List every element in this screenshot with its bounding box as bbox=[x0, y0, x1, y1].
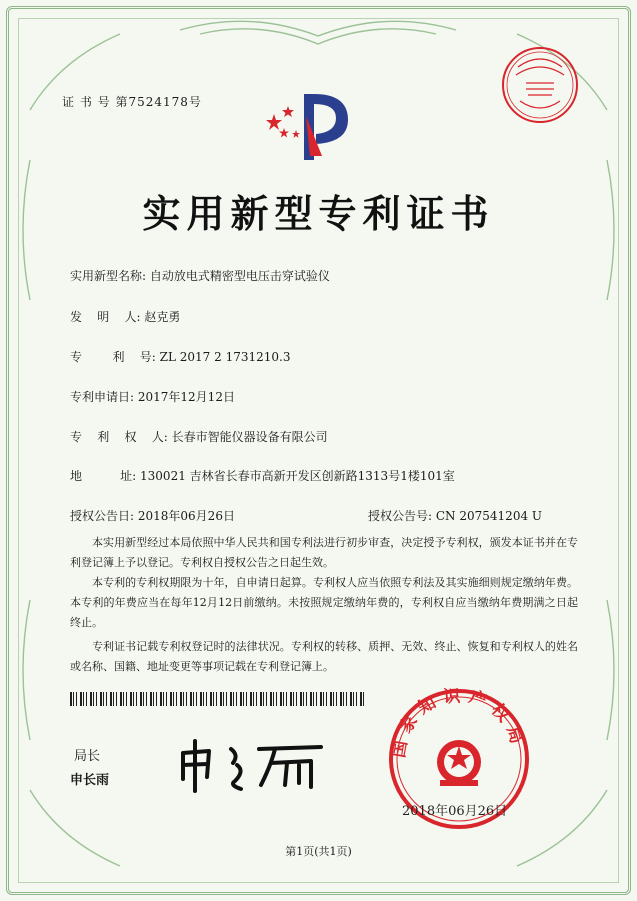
field-label: 专利申请日: bbox=[70, 390, 135, 404]
field-label: 地 址: bbox=[70, 469, 137, 483]
barcode-bar bbox=[116, 692, 117, 706]
barcode-bar bbox=[113, 692, 114, 706]
barcode-bar bbox=[180, 692, 182, 706]
barcode-bar bbox=[330, 692, 332, 706]
barcode-bar bbox=[133, 692, 134, 706]
field-utility-model-name bbox=[70, 267, 330, 284]
barcode-bar bbox=[286, 692, 287, 706]
body-paragraph: 本实用新型经过本局依照中华人民共和国专利法进行初步审查，决定授予专利权，颁发本证书并在专利登记簿上予以登记。专利权自授权公告之日起生效。 bbox=[70, 536, 578, 569]
field-address bbox=[70, 467, 455, 484]
barcode-bar bbox=[186, 692, 187, 706]
barcode-bar bbox=[83, 692, 84, 706]
barcode-bar bbox=[173, 692, 174, 706]
barcode-bar bbox=[253, 692, 254, 706]
barcode-bar bbox=[160, 692, 162, 706]
barcode-bar bbox=[146, 692, 147, 706]
barcode-bar bbox=[163, 692, 164, 706]
barcode-bar bbox=[280, 692, 282, 706]
barcode-bar bbox=[183, 692, 184, 706]
barcode-bar bbox=[263, 692, 264, 706]
barcode-bar bbox=[270, 692, 272, 706]
barcode-bar bbox=[340, 692, 342, 706]
barcode-bar bbox=[223, 692, 224, 706]
barcode-bar bbox=[170, 692, 172, 706]
field-label: 实用新型名称: bbox=[70, 269, 147, 283]
seal-date: 2018年06月26日 bbox=[402, 804, 508, 819]
barcode-bar bbox=[190, 692, 192, 706]
barcode-bar bbox=[140, 692, 142, 706]
barcode-bar bbox=[233, 692, 234, 706]
barcode-bar bbox=[250, 692, 252, 706]
barcode-bar bbox=[283, 692, 284, 706]
barcode-bar bbox=[353, 692, 354, 706]
barcode-bar bbox=[256, 692, 257, 706]
barcode-bar bbox=[206, 692, 207, 706]
barcode-bar bbox=[230, 692, 232, 706]
barcode-bar bbox=[150, 692, 152, 706]
tax-stamp-seal bbox=[500, 45, 580, 125]
field-value: ZL 2017 2 1731210.3 bbox=[159, 350, 291, 364]
barcode-bar bbox=[166, 692, 167, 706]
barcode-bar bbox=[100, 692, 102, 706]
barcode-bar bbox=[303, 692, 304, 706]
page-footer: 第1页(共1页) bbox=[285, 845, 352, 858]
barcode-bar bbox=[120, 692, 122, 706]
barcode-bar bbox=[290, 692, 292, 706]
barcode-bar bbox=[86, 692, 87, 706]
barcode-bar bbox=[246, 692, 247, 706]
field-value: CN 207541204 U bbox=[435, 509, 543, 523]
barcode-bar bbox=[176, 692, 177, 706]
barcode-bar bbox=[70, 692, 72, 706]
barcode-bar bbox=[236, 692, 237, 706]
barcode-bar bbox=[333, 692, 334, 706]
field-grant-announcement-date bbox=[70, 507, 235, 524]
barcode-bar bbox=[276, 692, 277, 706]
barcode-bar bbox=[123, 692, 124, 706]
barcode-bar bbox=[203, 692, 204, 706]
barcode bbox=[70, 692, 370, 706]
barcode-bar bbox=[313, 692, 314, 706]
body-paragraph: 专利证书记载专利权登记时的法律状况。专利权的转移、质押、无效、终止、恢复和专利权人的姓名或名称、国籍、地址变更等事项记载在专利登记簿上。 bbox=[70, 640, 578, 673]
field-value: 赵克勇 bbox=[144, 310, 181, 324]
barcode-bar bbox=[153, 692, 154, 706]
field-label: 专 利 号: bbox=[70, 350, 156, 364]
body-paragraph: 本专利的专利权期限为十年，自申请日起算。专利权人应当依照专利法及其实施细则规定缴纳年费。本专利的年费应当在每年12月12日前缴纳。未按照规定缴纳年费的，专利权自应当缴纳年费期满之日起终止。 bbox=[70, 576, 578, 629]
field-label: 授权公告号: bbox=[368, 509, 433, 523]
barcode-bar bbox=[316, 692, 317, 706]
barcode-bar bbox=[126, 692, 127, 706]
barcode-bar bbox=[306, 692, 307, 706]
barcode-bar bbox=[193, 692, 194, 706]
barcode-bar bbox=[243, 692, 244, 706]
barcode-bar bbox=[106, 692, 107, 706]
barcode-bar bbox=[156, 692, 157, 706]
barcode-bar bbox=[273, 692, 274, 706]
barcode-bar bbox=[226, 692, 227, 706]
barcode-bar bbox=[93, 692, 94, 706]
field-grant-announcement-number bbox=[368, 507, 542, 524]
barcode-bar bbox=[96, 692, 97, 706]
field-label: 授权公告日: bbox=[70, 509, 135, 523]
barcode-bar bbox=[360, 692, 362, 706]
patent-office-logo bbox=[262, 86, 352, 166]
barcode-bar bbox=[260, 692, 262, 706]
barcode-bar bbox=[73, 692, 74, 706]
field-inventor bbox=[70, 308, 180, 325]
director-title: 局长 bbox=[74, 749, 101, 764]
barcode-bar bbox=[310, 692, 312, 706]
barcode-bar bbox=[266, 692, 267, 706]
barcode-bar bbox=[103, 692, 104, 706]
barcode-bar bbox=[110, 692, 112, 706]
field-label: 专 利 权 人: bbox=[70, 430, 168, 444]
barcode-bar bbox=[323, 692, 324, 706]
barcode-bar bbox=[143, 692, 144, 706]
barcode-bar bbox=[196, 692, 197, 706]
certificate-title: 实用新型专利证书 bbox=[142, 191, 495, 236]
barcode-bar bbox=[213, 692, 214, 706]
barcode-bar bbox=[90, 692, 92, 706]
barcode-bar bbox=[320, 692, 322, 706]
barcode-bar bbox=[76, 692, 77, 706]
barcode-bar bbox=[210, 692, 212, 706]
director-signature bbox=[175, 735, 335, 795]
barcode-bar bbox=[216, 692, 217, 706]
field-value: 自动放电式精密型电压击穿试验仪 bbox=[149, 269, 330, 283]
barcode-bar bbox=[240, 692, 242, 706]
barcode-bar bbox=[326, 692, 327, 706]
field-value: 长春市智能仪器设备有限公司 bbox=[171, 430, 328, 444]
field-value: 130021 吉林省长春市高新开发区创新路1313号1楼101室 bbox=[140, 469, 455, 483]
barcode-bar bbox=[136, 692, 137, 706]
field-value: 2017年12月12日 bbox=[137, 390, 235, 404]
barcode-bar bbox=[336, 692, 337, 706]
field-label: 发 明 人: bbox=[70, 310, 141, 324]
certificate-body bbox=[70, 533, 578, 677]
barcode-bar bbox=[356, 692, 357, 706]
field-patent-number bbox=[70, 348, 290, 365]
barcode-bar bbox=[346, 692, 347, 706]
barcode-bar bbox=[363, 692, 364, 706]
barcode-bar bbox=[350, 692, 352, 706]
seal-text: 国家知识产权局 bbox=[388, 686, 529, 760]
field-filing-date bbox=[70, 388, 235, 405]
field-value: 2018年06月26日 bbox=[137, 509, 235, 523]
barcode-bar bbox=[296, 692, 297, 706]
certificate-number: 证 书 号 第7524178号 bbox=[62, 95, 202, 109]
barcode-bar bbox=[200, 692, 202, 706]
barcode-bar bbox=[220, 692, 222, 706]
field-patentee bbox=[70, 428, 328, 445]
barcode-bar bbox=[343, 692, 344, 706]
barcode-bar bbox=[300, 692, 302, 706]
barcode-bar bbox=[130, 692, 132, 706]
director-name: 申长雨 bbox=[70, 773, 110, 788]
barcode-bar bbox=[80, 692, 82, 706]
barcode-bar bbox=[293, 692, 294, 706]
